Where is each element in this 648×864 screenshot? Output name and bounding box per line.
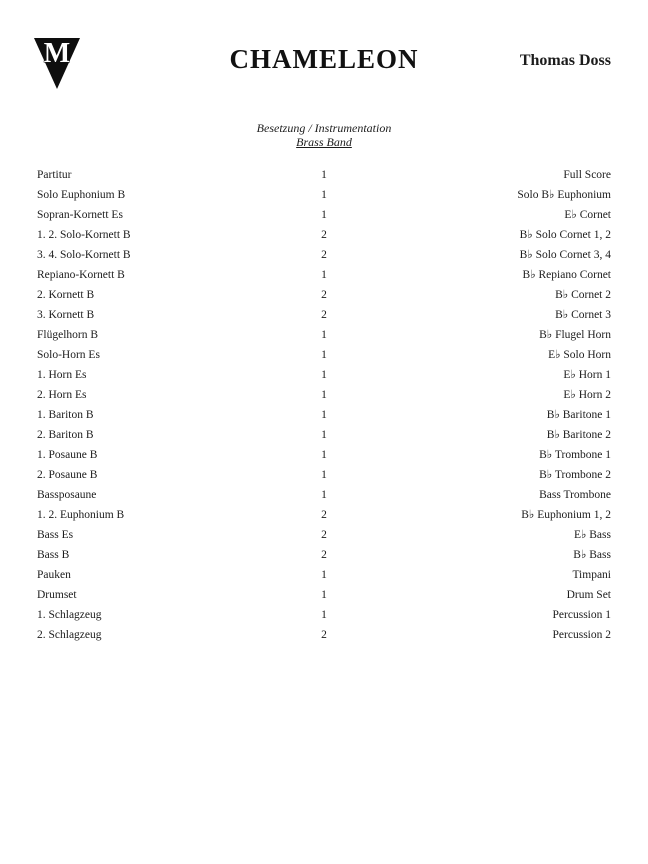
part-name-german: 1. Posaune B [37, 449, 98, 461]
part-name-german: 2. Bariton B [37, 429, 94, 441]
instrumentation-row [37, 265, 611, 285]
instrumentation-row [37, 325, 611, 345]
composer-name: Thomas Doss [519, 52, 611, 69]
part-name-english: B♭ Euphonium 1, 2 [521, 509, 611, 521]
instrumentation-heading [0, 121, 648, 149]
page-title: CHAMELEON [229, 44, 419, 74]
instrumentation-row [37, 165, 611, 185]
part-name-german: Pauken [37, 569, 71, 581]
part-quantity: 2 [321, 309, 327, 321]
part-quantity: 1 [321, 489, 327, 501]
part-quantity: 2 [321, 509, 327, 521]
instrumentation-row [37, 425, 611, 445]
part-name-english: B♭ Repiano Cornet [522, 269, 611, 281]
instrumentation-row [37, 405, 611, 425]
instrumentation-row [37, 385, 611, 405]
part-name-german: 2. Horn Es [37, 389, 87, 401]
part-quantity: 1 [321, 589, 327, 601]
part-quantity: 1 [321, 429, 327, 441]
instrumentation-row [37, 345, 611, 365]
part-name-english: Full Score [563, 169, 611, 181]
part-name-german: Sopran-Kornett Es [37, 209, 123, 221]
part-name-english: B♭ Flugel Horn [539, 329, 611, 341]
part-quantity: 2 [321, 249, 327, 261]
part-quantity: 2 [321, 529, 327, 541]
instrumentation-row [37, 225, 611, 245]
part-name-english: E♭ Horn 2 [563, 389, 611, 401]
part-name-english: Timpani [572, 569, 611, 581]
instrumentation-row [37, 365, 611, 385]
part-quantity: 1 [321, 469, 327, 481]
part-name-english: B♭ Cornet 2 [555, 289, 611, 301]
part-quantity: 1 [321, 389, 327, 401]
part-quantity: 1 [321, 609, 327, 621]
part-name-english: Drum Set [566, 589, 611, 601]
instrumentation-row [37, 525, 611, 545]
instrumentation-row [37, 625, 611, 645]
part-name-german: Bassposaune [37, 489, 97, 501]
part-name-english: E♭ Bass [573, 529, 611, 541]
instrumentation-heading-line2: Brass Band [296, 135, 352, 149]
part-name-german: 1. 2. Solo-Kornett B [37, 229, 131, 241]
part-name-german: Solo-Horn Es [37, 349, 100, 361]
part-name-english: E♭ Solo Horn [548, 349, 611, 361]
instrumentation-row [37, 305, 611, 325]
part-name-english: B♭ Trombone 1 [539, 449, 611, 461]
logo-letter-m: M [43, 38, 71, 69]
instrumentation-row [37, 285, 611, 305]
part-name-english: E♭ Horn 1 [563, 369, 611, 381]
part-name-english: E♭ Cornet [564, 209, 611, 221]
part-name-english: Solo B♭ Euphonium [517, 189, 611, 201]
part-name-german: Bass Es [37, 529, 74, 541]
instrumentation-row [37, 585, 611, 605]
part-name-english: B♭ Solo Cornet 1, 2 [519, 229, 611, 241]
part-quantity: 2 [321, 229, 327, 241]
part-name-english: B♭ Bass [573, 549, 611, 561]
instrumentation-row [37, 245, 611, 265]
part-name-german: 1. Horn Es [37, 369, 87, 381]
part-name-german: 2. Schlagzeug [37, 629, 102, 641]
instrumentation-row [37, 465, 611, 485]
instrumentation-table [37, 165, 611, 645]
part-name-german: Solo Euphonium B [37, 189, 126, 201]
part-quantity: 1 [321, 449, 327, 461]
part-quantity: 1 [321, 409, 327, 421]
part-quantity: 2 [321, 629, 327, 641]
instrumentation-row [37, 505, 611, 525]
instrumentation-row [37, 185, 611, 205]
part-quantity: 1 [321, 269, 327, 281]
instrumentation-heading-line1: Besetzung / Instrumentation [256, 121, 392, 135]
instrumentation-row [37, 445, 611, 465]
part-name-english: B♭ Solo Cornet 3, 4 [519, 249, 611, 261]
part-name-english: Percussion 2 [552, 629, 611, 641]
part-quantity: 1 [321, 209, 327, 221]
part-name-english: B♭ Baritone 1 [546, 409, 611, 421]
part-name-german: 2. Kornett B [37, 289, 95, 301]
part-name-german: Partitur [37, 169, 72, 181]
part-name-english: Percussion 1 [552, 609, 611, 621]
part-name-english: B♭ Cornet 3 [555, 309, 611, 321]
part-name-german: 2. Posaune B [37, 469, 98, 481]
part-name-german: Drumset [37, 589, 77, 601]
part-name-german: 3. Kornett B [37, 309, 95, 321]
instrumentation-row [37, 565, 611, 585]
part-quantity: 2 [321, 289, 327, 301]
part-quantity: 1 [321, 169, 327, 181]
part-name-english: Bass Trombone [539, 489, 611, 501]
part-name-english: B♭ Trombone 2 [539, 469, 611, 481]
part-name-german: 1. Bariton B [37, 409, 94, 421]
instrumentation-row [37, 205, 611, 225]
part-name-german: Flügelhorn B [37, 329, 99, 341]
part-quantity: 1 [321, 569, 327, 581]
part-quantity: 1 [321, 189, 327, 201]
instrumentation-row [37, 545, 611, 565]
part-quantity: 2 [321, 549, 327, 561]
part-quantity: 1 [321, 349, 327, 361]
instrumentation-row [37, 605, 611, 625]
part-quantity: 1 [321, 329, 327, 341]
part-name-german: Repiano-Kornett B [37, 269, 125, 281]
part-name-german: 1. Schlagzeug [37, 609, 102, 621]
part-quantity: 1 [321, 369, 327, 381]
instrumentation-row [37, 485, 611, 505]
part-name-german: 3. 4. Solo-Kornett B [37, 249, 131, 261]
part-name-german: Bass B [37, 549, 70, 561]
part-name-english: B♭ Baritone 2 [546, 429, 611, 441]
part-name-german: 1. 2. Euphonium B [37, 509, 125, 521]
